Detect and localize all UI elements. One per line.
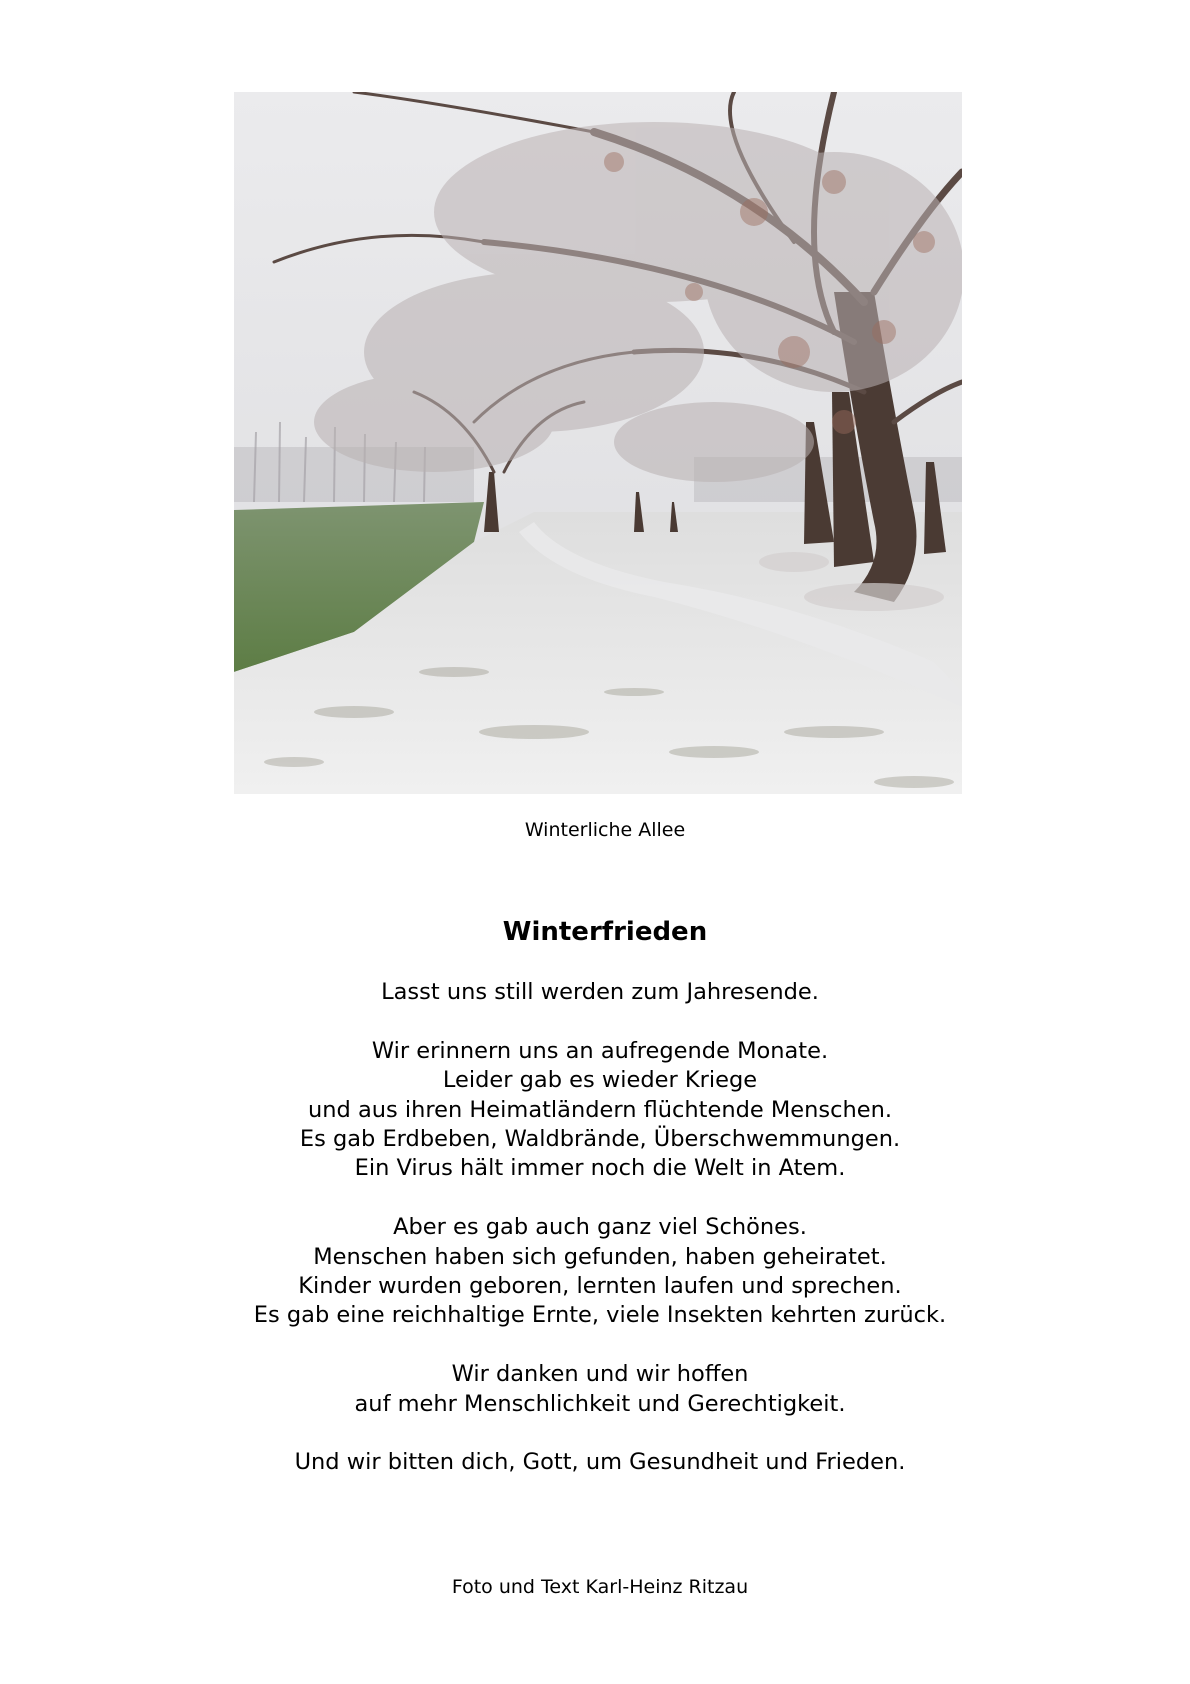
photo-caption: Winterliche Allee xyxy=(524,819,686,841)
poem-line: Und wir bitten dich, Gott, um Gesundheit und Frieden. xyxy=(294,1449,906,1476)
poem-line: und aus ihren Heimatländern flüchtende Menschen. xyxy=(307,1096,893,1123)
poem-line: auf mehr Menschlichkeit und Gerechtigkeit. xyxy=(354,1390,846,1417)
poem-title: Winterfrieden xyxy=(502,917,708,947)
poem-line: Menschen haben sich gefunden, haben geheiratet. xyxy=(313,1243,887,1270)
poem-line: Leider gab es wieder Kriege xyxy=(442,1067,758,1094)
author-credit: Foto und Text Karl-Heinz Ritzau xyxy=(451,1576,749,1598)
poem-line: Aber es gab auch ganz viel Schönes. xyxy=(393,1214,807,1241)
poem-line: Ein Virus hält immer noch die Welt in Atem. xyxy=(354,1155,846,1182)
poem-line: Lasst uns still werden zum Jahresende. xyxy=(381,979,819,1005)
stanza xyxy=(0,1037,1190,1184)
poem-line: Wir erinnern uns an aufregende Monate. xyxy=(371,1037,829,1064)
poem-line: Es gab Erdbeben, Waldbrände, Überschwemmungen. xyxy=(299,1126,901,1153)
winter-avenue-photo xyxy=(234,92,962,794)
poem-line: Wir danken und wir hoffen xyxy=(451,1361,749,1388)
stanza xyxy=(0,1213,1190,1331)
stanza xyxy=(0,978,1190,1007)
stanza xyxy=(0,1360,1190,1419)
poem-line: Es gab eine reichhaltige Ernte, viele Insekten kehrten zurück. xyxy=(253,1302,947,1329)
poem-line: Kinder wurden geboren, lernten laufen und sprechen. xyxy=(298,1273,902,1300)
poem-body xyxy=(0,978,1190,1478)
stanza xyxy=(0,1448,1190,1477)
